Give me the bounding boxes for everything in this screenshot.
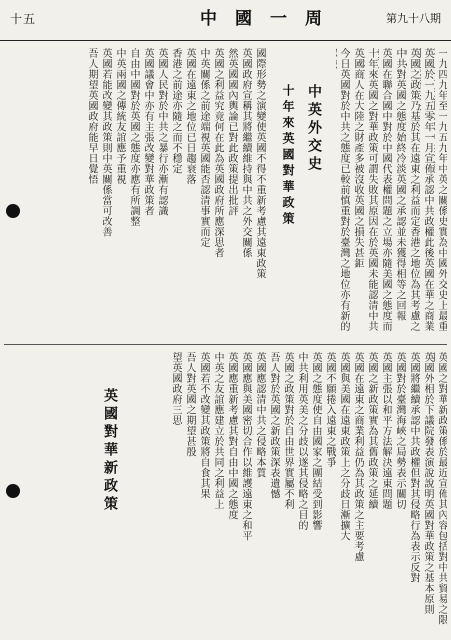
text-column: 自由中國對於英國之態度亦應有所調整 (128, 48, 139, 227)
text-column: 英國在遠東之商業利益仍為其政策之主要考慮 (352, 352, 363, 562)
title-char: 周 (305, 9, 322, 29)
text-column: 英國在聯合國中對於中國代表權問題之立場亦隨美國之態度而 (380, 48, 391, 332)
text-column: 然英國國內輿論已對此政策提出批評 (226, 48, 237, 216)
text-column: 一九四九年至一九五九年中英之關係史實為中國外交史上最重 (436, 48, 447, 332)
text-column: 英國應與美國密切合作以維護遠東之和平 (240, 352, 251, 541)
text-column: 英國對於臺灣海峽之局勢表示關切 (394, 352, 405, 510)
text-column: 英國之政策對於自由世界實屬不利 (282, 352, 293, 510)
title-char: 中 (200, 9, 217, 29)
text-column: 英國之態度使自由國家之團結受到影響 (310, 352, 321, 531)
text-column: 英國將繼續承認中共政權但對其侵略行為表示反對 (408, 352, 419, 583)
binding-hole (6, 204, 20, 218)
page-number: 十五 (10, 12, 37, 26)
text-column: 中英關係之前途端視英國能否認清事實而定 (198, 48, 209, 248)
text-column: 英國人民對於中共之暴行亦漸有認識 (156, 48, 167, 216)
article-body (4, 44, 447, 636)
text-column: 英國若不改變其政策將自食其果 (198, 352, 209, 499)
text-column: 英國若能改變其政策則中英關係當可改善 (100, 48, 111, 237)
text-column: 英國外相於下議院發表演說說明英國對華政策之基本原則 (422, 352, 433, 615)
text-column: 英國在遠東之地位已日趨衰落 (184, 48, 195, 185)
binding-hole (6, 484, 20, 498)
article-heading-bottom: 英國對華新政策 (102, 388, 118, 514)
top-article (4, 44, 447, 345)
text-column: 英國應認清中共之侵略本質 (254, 352, 265, 478)
text-column: 英國與美國在遠東政策上之分歧日漸擴大 (338, 352, 349, 541)
text-column: 英國之新政策實為其舊政策之延續 (366, 352, 377, 510)
page-header (0, 0, 451, 41)
text-column: 十年來英國之對華政策可謂失敗其原因在於英國未能認清中共 (366, 48, 377, 332)
text-column: 英國商人在大陸之財產多被沒收英國之損失甚鉅 (352, 48, 363, 269)
text-column: 中英之友誼應建立於共同之利益上 (212, 352, 223, 510)
title-char: 國 (235, 9, 252, 29)
text-column: 吾人期望英國政府能早日覺悟 (86, 48, 97, 185)
bottom-article (4, 348, 447, 636)
text-column: 英國不願捲入遠東之戰爭 (324, 352, 335, 468)
text-column: 中共對英國之態度始終冷淡英國之承認並未獲得相等之回報 (394, 48, 405, 321)
text-column: 望英國政府三思 (170, 352, 181, 426)
text-column: 英國之利益究竟何在此為英國政府所應深思者 (212, 48, 223, 258)
title-char: 一 (270, 9, 287, 29)
issue-number: 第九十八期 (386, 12, 441, 25)
text-column: 吾人對英國之期望甚殷 (184, 352, 195, 457)
text-column: 英國之政策乃基於其在遠東之利益而定香港之地位為其考慮之 (408, 48, 419, 332)
text-column: 中英兩國之傳統友誼應予重視 (114, 48, 125, 185)
text-column: 英國應重新考慮其對自由中國之態度 (226, 352, 237, 520)
article-heading: 中英外交史 (306, 84, 322, 174)
text-column: 中共利用英美之分歧以遂其侵略之目的 (296, 352, 307, 531)
publication-title (200, 4, 322, 29)
text-column: 國際形勢之演變使英國不得不重新考慮其遠東政策 (254, 48, 265, 279)
text-column: 今日英國對於中共之態度已較前慎重對於臺灣之地位亦有新的 (338, 48, 349, 332)
text-column: 英國主張以和平方法解決遠東問題 (380, 352, 391, 510)
text-column: 香港之前途亦隨之而不穩定 (170, 48, 181, 174)
text-column: 英國於一九五零年一月宣佈承認中共政權此後英國在華之商業 (422, 48, 433, 332)
text-column: 英國之對華新政策係於最近宣佈其內容包括對中共貿易之限 (436, 352, 447, 625)
text-column: 吾人對於英國之新政策深表遺憾 (268, 352, 279, 499)
article-subheading: 十年來英國對華政策 (281, 84, 295, 228)
text-column: 英國政府宣稱其將繼續維持與中共之外交關係 (240, 48, 251, 258)
text-column: 英國議會中亦有主張改變對華政策者 (142, 48, 153, 216)
